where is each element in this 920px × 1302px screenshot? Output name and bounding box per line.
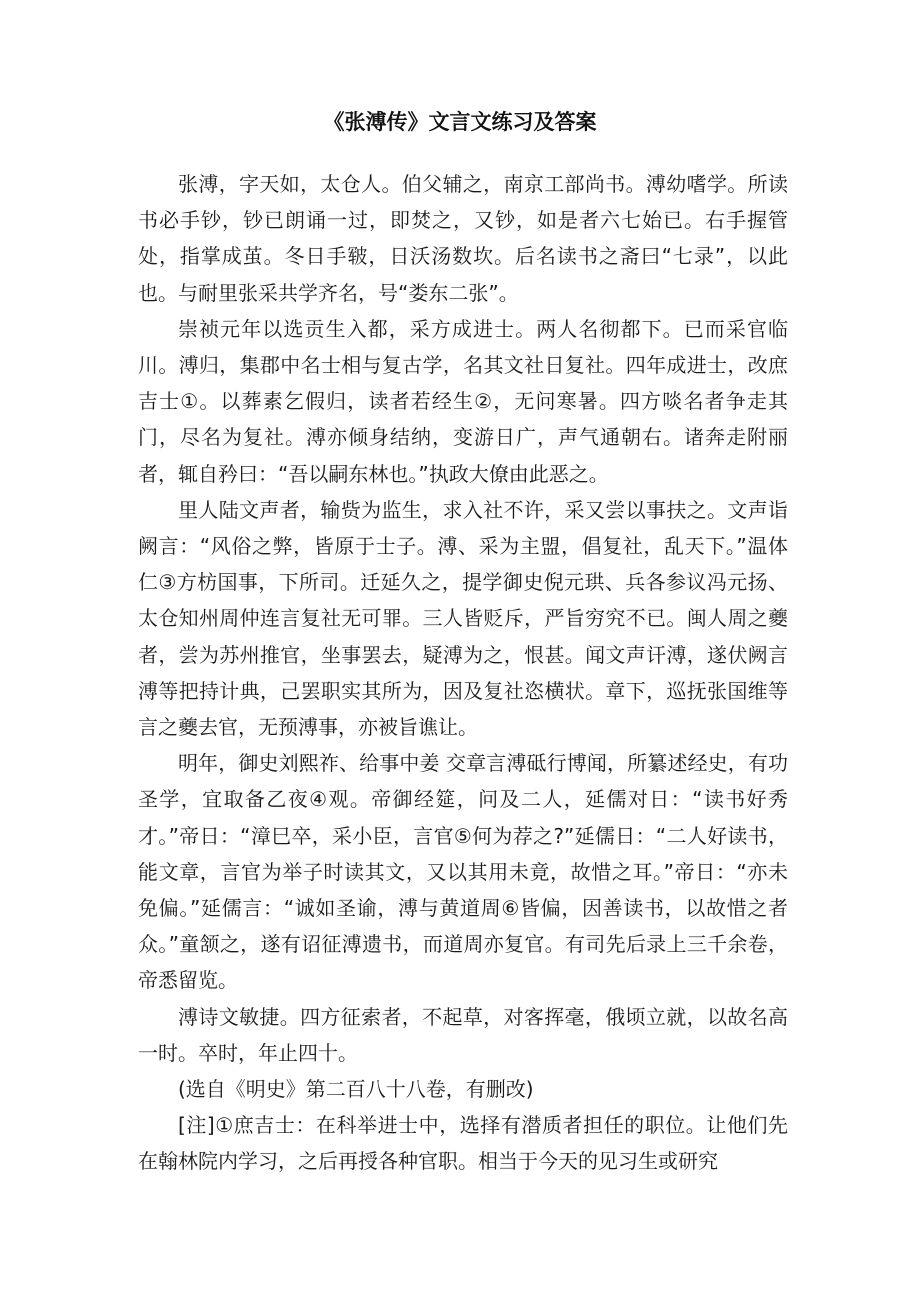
paragraph-footnote: [注]①庶吉士：在科举进士中，选择有潜质者担任的职位。让他们先在翰林院内学习，之后再授各种官职。相当于今天的见习生或研究 — [138, 1113, 788, 1174]
paragraph-accusation: 里人陆文声者，输赀为监生，求入社不许，采又尝以事扶之。文声诣阙言：“风俗之弊，皆原于士子。溥、采为主盟，倡复社，乱天下。”温体仁③方枋国事，下所司。迁延久之，提学御史倪元珙、兵各参议冯元扬、太仓知州周仲连言复社无可罪。三人皆贬斥，严旨穷究不已。闽人周之夔者，尝为苏州推官，坐事罢去，疑溥为之，恨甚。闻文声讦溥，遂伏阙言溥等把持计典，己罢职实其所为，因及复社恣横状。章下，巡抚张国维等言之夔去官，无预溥事，亦被旨谯让。 — [138, 497, 788, 740]
document-title: 《张溥传》文言文练习及答案 — [323, 110, 597, 134]
paragraph-emperor-dialogue: 明年，御史刘熙祚、给事中姜 交章言溥砥行博闻，所纂述经史，有功圣学，宜取备乙夜④观。帝御经筵，问及二人，延儒对日：“读书好秀才。”帝日：“漳巳卒，采小臣，言官⑤何为荐之?”延儒日：“二人好读书，能文章，言官为举子时读其文，又以其用未竟，故惜之耳。”帝日：“亦未免偏。”延儒言：“诚如圣谕，溥与黄道周⑥皆偏，因善读书，以故惜之者众。”童颔之，遂有诏征溥遗书，而道周亦复官。有司先后录上三千余卷，帝悉留览。 — [138, 751, 788, 993]
paragraph-fushe-founding: 崇祯元年以选贡生入都，采方成进士。两人名彻都下。已而采官临川。溥归，集郡中名士相与复古学，名其文社日复社。四年成进士，改庶吉士①。以葬素乞假归，读者若经生②，无问寒暑。四方啖名者争走其门，尽名为复社。溥亦倾身结纳，变游日广，声气通朝右。诸奔走附丽者，辄自矜曰：“吾以嗣东林也。”执政大僚由此恶之。 — [138, 316, 788, 486]
paragraph-biography: 张溥，字天如，太仓人。伯父辅之，南京工部尚书。溥幼嗜学。所读书必手钞，钞已朗诵一过，即焚之，又钞，如是者六七始已。右手握管处，指掌成茧。冬日手皲，日沃汤数坎。后名读书之斋曰“七录”，以此也。与耐里张采共学齐名，号“娄东二张”。 — [138, 172, 788, 305]
document-body — [138, 166, 788, 1180]
paragraph-poetry-and-death: 溥诗文敏捷。四方征索者，不起草，对客挥毫，俄顷立就，以故名高一时。卒时，年止四十。 — [138, 1004, 788, 1065]
paragraph-source: (选自《明史》第二百八十八卷，有删改) — [178, 1077, 534, 1102]
